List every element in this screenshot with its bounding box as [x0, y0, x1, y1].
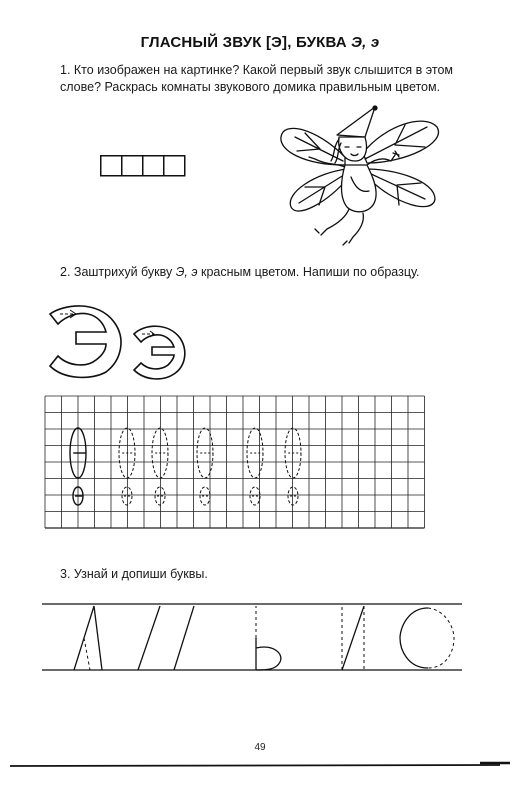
- tracing-small-e[interactable]: [288, 487, 298, 505]
- sound-house-room-2[interactable]: [122, 156, 143, 176]
- outline-capital-e[interactable]: [42, 300, 122, 380]
- tracing-capital-e[interactable]: [285, 428, 301, 478]
- tracing-capital-e[interactable]: [119, 428, 135, 478]
- bottom-rule: [10, 762, 510, 770]
- outline-small-e[interactable]: [128, 322, 188, 382]
- task-1-text: 1. Кто изображен на картинке? Какой первый звук слышится в этом слове? Раскрась комнаты звукового домика правильным цветом.: [60, 63, 454, 94]
- sound-house-room-3[interactable]: [143, 156, 164, 176]
- tracing-capital-e[interactable]: [197, 428, 213, 478]
- tracing-small-e[interactable]: [250, 487, 260, 505]
- letter-completion-lines[interactable]: [42, 598, 472, 678]
- task-2-letters: Э, э: [175, 265, 198, 279]
- handwriting-grid[interactable]: [45, 396, 435, 534]
- tracing-small-e[interactable]: [122, 487, 132, 505]
- task-2-text: [60, 264, 480, 281]
- sound-house-room-1[interactable]: [101, 156, 122, 176]
- tracing-small-e[interactable]: [200, 487, 210, 505]
- title-prefix: ГЛАСНЫЙ ЗВУК [Э], БУКВА: [140, 34, 352, 51]
- task-2-suffix: красным цветом. Напиши по образцу.: [197, 265, 420, 279]
- sound-house: [100, 155, 190, 177]
- elf-illustration-icon: [275, 107, 455, 247]
- task-2-prefix: 2. Заштрихуй букву: [60, 265, 176, 279]
- tracing-capital-e[interactable]: [247, 428, 263, 478]
- sound-house-room-4[interactable]: [164, 156, 185, 176]
- page-number: 49: [254, 742, 266, 753]
- page-title: [0, 34, 520, 51]
- tracing-small-e[interactable]: [155, 487, 165, 505]
- tracing-capital-e[interactable]: [152, 428, 168, 478]
- task-3-text: 3. Узнай и допиши буквы.: [60, 567, 208, 581]
- title-letters: Э, э: [351, 34, 380, 51]
